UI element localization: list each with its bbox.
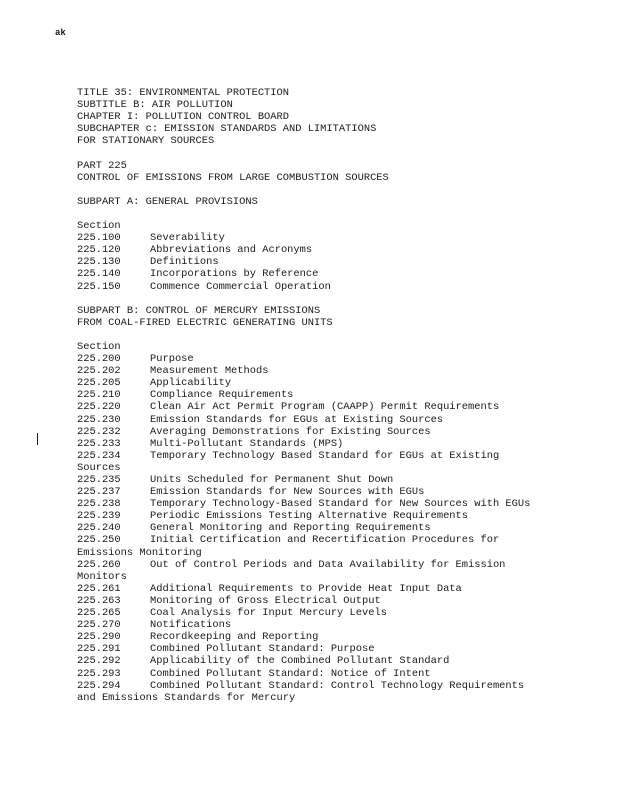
section-entry <box>77 680 547 692</box>
section-title-continuation: Emissions Monitoring <box>77 546 202 559</box>
section-entry <box>77 522 547 534</box>
page-mark: ak <box>55 28 66 38</box>
section-number: 225.210 <box>77 389 121 402</box>
section-title-continuation: Sources <box>77 461 121 474</box>
section-entry <box>77 474 547 486</box>
section-entry <box>77 607 547 619</box>
section-title: Averaging Demonstrations for Existing Sources <box>150 425 431 438</box>
section-number: 225.200 <box>77 353 121 366</box>
section-entry <box>77 619 547 631</box>
section-title: Emission Standards for New Sources with EGUs <box>150 486 425 499</box>
section-number: 225.240 <box>77 522 121 535</box>
subpart-b-section-list <box>77 353 547 704</box>
subchapter-line-cont: FOR STATIONARY SOURCES <box>77 135 215 148</box>
section-number: 225.250 <box>77 534 121 547</box>
subchapter-line: SUBCHAPTER c: EMISSION STANDARDS AND LIMITATIONS <box>77 123 377 136</box>
section-title: Applicability of the Combined Pollutant Standard <box>150 655 450 668</box>
section-title: Severability <box>150 232 225 245</box>
section-entry <box>77 244 547 256</box>
change-bar <box>37 433 38 445</box>
section-number: 225.290 <box>77 631 121 644</box>
section-entry <box>77 281 547 293</box>
section-number: 225.234 <box>77 449 121 462</box>
section-number: 225.232 <box>77 425 121 438</box>
section-entry <box>77 510 547 522</box>
section-entry <box>77 583 547 595</box>
section-number: 225.292 <box>77 655 121 668</box>
section-number: 225.202 <box>77 365 121 378</box>
section-entry <box>77 414 547 426</box>
part-title: CONTROL OF EMISSIONS FROM LARGE COMBUSTION SOURCES <box>77 171 389 184</box>
section-title: Combined Pollutant Standard: Control Technology Requirements <box>150 679 525 692</box>
section-title: Notifications <box>150 619 232 632</box>
section-number: 225.100 <box>77 232 121 245</box>
section-number: 225.261 <box>77 582 121 595</box>
section-entry <box>77 232 547 244</box>
subpart-a-section-list <box>77 232 547 292</box>
subpart-a-heading: SUBPART A: GENERAL PROVISIONS <box>77 195 258 208</box>
section-entry <box>77 401 547 413</box>
section-title: Temporary Technology-Based Standard for New Sources with EGUs <box>150 498 531 511</box>
subpart-b-heading-cont: FROM COAL-FIRED ELECTRIC GENERATING UNITS <box>77 316 333 329</box>
section-title: Measurement Methods <box>150 365 269 378</box>
section-title: Incorporations by Reference <box>150 268 319 281</box>
section-title: General Monitoring and Reporting Requirements <box>150 522 431 535</box>
section-title: Applicability <box>150 377 232 390</box>
subpart-b-heading: SUBPART B: CONTROL OF MERCURY EMISSIONS <box>77 304 321 317</box>
section-title-continuation: Monitors <box>77 570 127 583</box>
section-entry <box>77 389 547 401</box>
section-number: 225.237 <box>77 486 121 499</box>
section-entry <box>77 353 547 365</box>
section-number: 225.239 <box>77 510 121 523</box>
section-entry <box>77 668 547 680</box>
section-number: 225.263 <box>77 594 121 607</box>
section-number: 225.140 <box>77 268 121 281</box>
section-title: Coal Analysis for Input Mercury Levels <box>150 607 387 620</box>
section-title: Temporary Technology Based Standard for EGUs at Existing <box>150 449 500 462</box>
section-entry <box>77 498 547 510</box>
section-title: Periodic Emissions Testing Alternative Requirements <box>150 510 469 523</box>
subtitle-line: SUBTITLE B: AIR POLLUTION <box>77 99 233 112</box>
section-number: 225.220 <box>77 401 121 414</box>
document-body <box>77 87 547 704</box>
section-title: Definitions <box>150 256 219 269</box>
section-number: 225.235 <box>77 474 121 486</box>
section-title: Compliance Requirements <box>150 389 294 402</box>
section-title: Recordkeeping and Reporting <box>150 631 319 644</box>
section-label: Section <box>77 340 121 353</box>
section-entry <box>77 559 547 571</box>
section-number: 225.120 <box>77 244 121 257</box>
section-title: Combined Pollutant Standard: Purpose <box>150 643 375 656</box>
section-entry <box>77 365 547 377</box>
section-number: 225.294 <box>77 679 121 692</box>
section-title: Initial Certification and Recertification Procedures for <box>150 534 500 547</box>
section-entry <box>77 377 547 389</box>
section-label: Section <box>77 220 121 233</box>
chapter-line: CHAPTER I: POLLUTION CONTROL BOARD <box>77 111 290 124</box>
section-number: 225.230 <box>77 413 121 426</box>
section-title: Commence Commercial Operation <box>150 280 331 293</box>
section-number: 225.238 <box>77 498 121 511</box>
section-title: Multi-Pollutant Standards (MPS) <box>150 437 344 450</box>
section-number: 225.291 <box>77 643 121 656</box>
title-line: TITLE 35: ENVIRONMENTAL PROTECTION <box>77 87 290 99</box>
section-entry <box>77 268 547 280</box>
section-number: 225.130 <box>77 256 121 269</box>
part-number: PART 225 <box>77 159 127 172</box>
section-title: Clean Air Act Permit Program (CAAPP) Permit Requirements <box>150 401 500 414</box>
section-number: 225.233 <box>77 437 121 450</box>
section-number: 225.265 <box>77 607 121 620</box>
section-number: 225.150 <box>77 280 121 293</box>
section-number: 225.270 <box>77 619 121 632</box>
section-number: 225.293 <box>77 667 121 680</box>
section-title: Abbreviations and Acronyms <box>150 244 313 257</box>
section-number: 225.205 <box>77 377 121 390</box>
section-title: Monitoring of Gross Electrical Output <box>150 594 381 607</box>
section-entry <box>77 256 547 268</box>
section-entry <box>77 426 547 438</box>
section-title: Combined Pollutant Standard: Notice of Intent <box>150 667 431 680</box>
section-entry <box>77 631 547 643</box>
section-title: Emission Standards for EGUs at Existing Sources <box>150 413 444 426</box>
section-entry <box>77 655 547 667</box>
section-entry <box>77 534 547 546</box>
section-title: Additional Requirements to Provide Heat Input Data <box>150 582 462 595</box>
section-title-continuation: and Emissions Standards for Mercury <box>77 691 296 704</box>
section-entry <box>77 486 547 498</box>
section-entry <box>77 643 547 655</box>
section-entry <box>77 438 547 450</box>
section-title: Out of Control Periods and Data Availability for Emission <box>150 558 506 571</box>
section-number: 225.260 <box>77 558 121 571</box>
section-title: Purpose <box>150 353 194 366</box>
section-entry <box>77 450 547 462</box>
section-title: Units Scheduled for Permanent Shut Down <box>150 474 394 486</box>
section-entry <box>77 595 547 607</box>
